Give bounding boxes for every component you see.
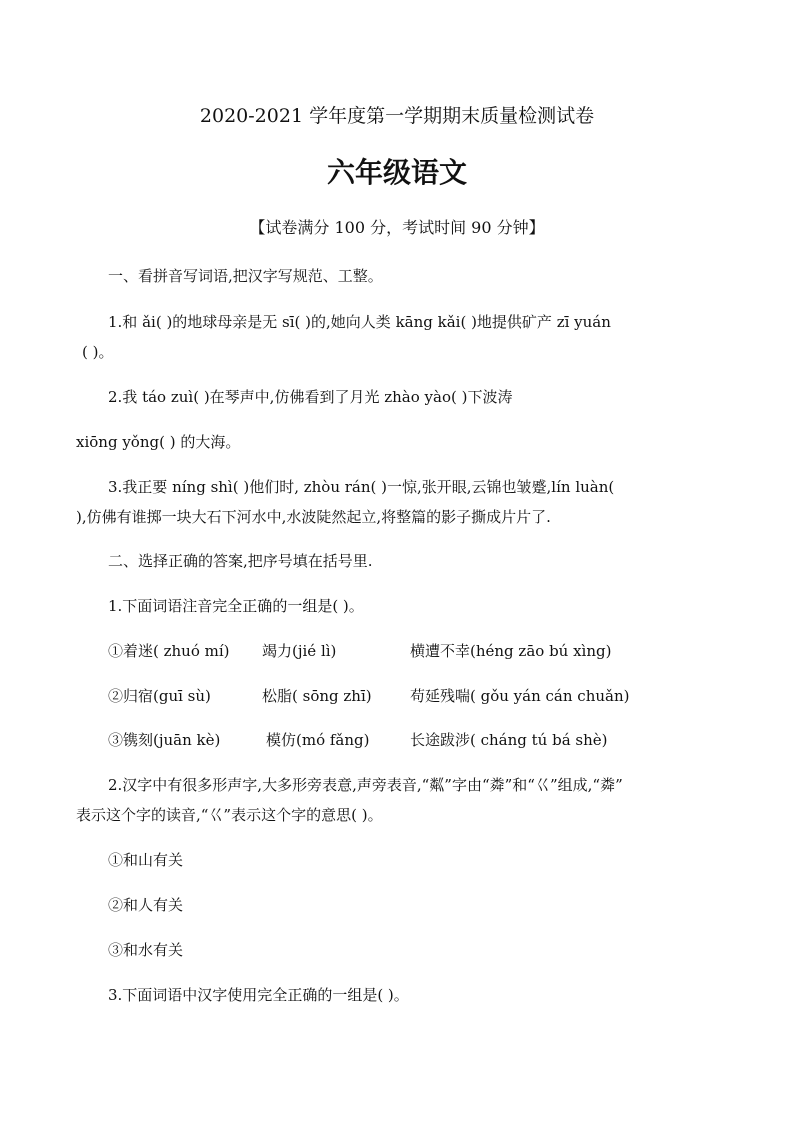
s1-q2-line2: xiōng yǒng( ) 的大海。 <box>76 433 241 451</box>
s1-q1-line2: ( )。 <box>82 343 114 361</box>
s1-q2-line1: 2.我 táo zuì( )在琴声中,仿佛看到了月光 zhào yào( )下波涛 <box>108 388 513 406</box>
s2-q2-option-1: ①和山有关 <box>108 851 184 869</box>
s2-q3-stem: 3.下面词语中汉字使用完全正确的一组是( )。 <box>108 986 409 1004</box>
s2-q1-row2-c: 苟延残喘( gǒu yán cán chuǎn) <box>410 687 630 705</box>
section1-heading: 一、看拼音写词语,把汉字写规范、工整。 <box>108 267 383 285</box>
s2-q1-row1-c: 横遭不幸(héng zāo bú xìng) <box>410 642 612 660</box>
s2-q1-stem: 1.下面词语注音完全正确的一组是( )。 <box>108 597 364 615</box>
s2-q1-row3-c: 长途跋涉( cháng tú bá shè) <box>410 731 608 749</box>
s2-q2-stem-line1: 2.汉字中有很多形声字,大多形旁表意,声旁表音,“粼”字由“粦”和“巜”组成,“粦” <box>108 776 623 794</box>
s1-q1-line1: 1.和 ǎi( )的地球母亲是无 sī( )的,她向人类 kāng kǎi( )地提供矿产 zī yuán <box>108 313 611 331</box>
s1-q3-line1: 3.我正要 níng shì( )他们时, zhòu rán( )一惊,张开眼,云锦也皱蹙,lín luàn( <box>108 478 615 496</box>
s2-q2-stem-line2: 表示这个字的读音,“巜”表示这个字的意思( )。 <box>76 806 383 824</box>
exam-subject: 六年级语文 <box>326 156 467 189</box>
s2-q2-option-3: ③和水有关 <box>108 941 184 959</box>
s1-q3-line2: ),仿佛有谁掷一块大石下河水中,水波陡然起立,将整篇的影子撕成片片了. <box>76 508 551 526</box>
s2-q1-row2-b: 松脂( sōng zhī) <box>262 687 372 705</box>
s2-q1-row3-a: ③镌刻(juān kè) <box>108 731 221 749</box>
exam-meta: 【试卷满分 100 分，考试时间 90 分钟】 <box>249 218 545 237</box>
s2-q1-row2-a: ②归宿(guī sù) <box>108 687 211 705</box>
s2-q1-row3-b: 模仿(mó fǎng) <box>266 731 370 749</box>
s2-q1-row1-a: ①着迷( zhuó mí) <box>108 642 230 660</box>
s2-q2-option-2: ②和人有关 <box>108 896 184 914</box>
section2-heading: 二、选择正确的答案,把序号填在括号里. <box>108 552 373 570</box>
exam-title: 2020-2021 学年度第一学期期末质量检测试卷 <box>199 105 595 127</box>
s2-q1-row1-b: 竭力(jié lì) <box>262 642 337 660</box>
